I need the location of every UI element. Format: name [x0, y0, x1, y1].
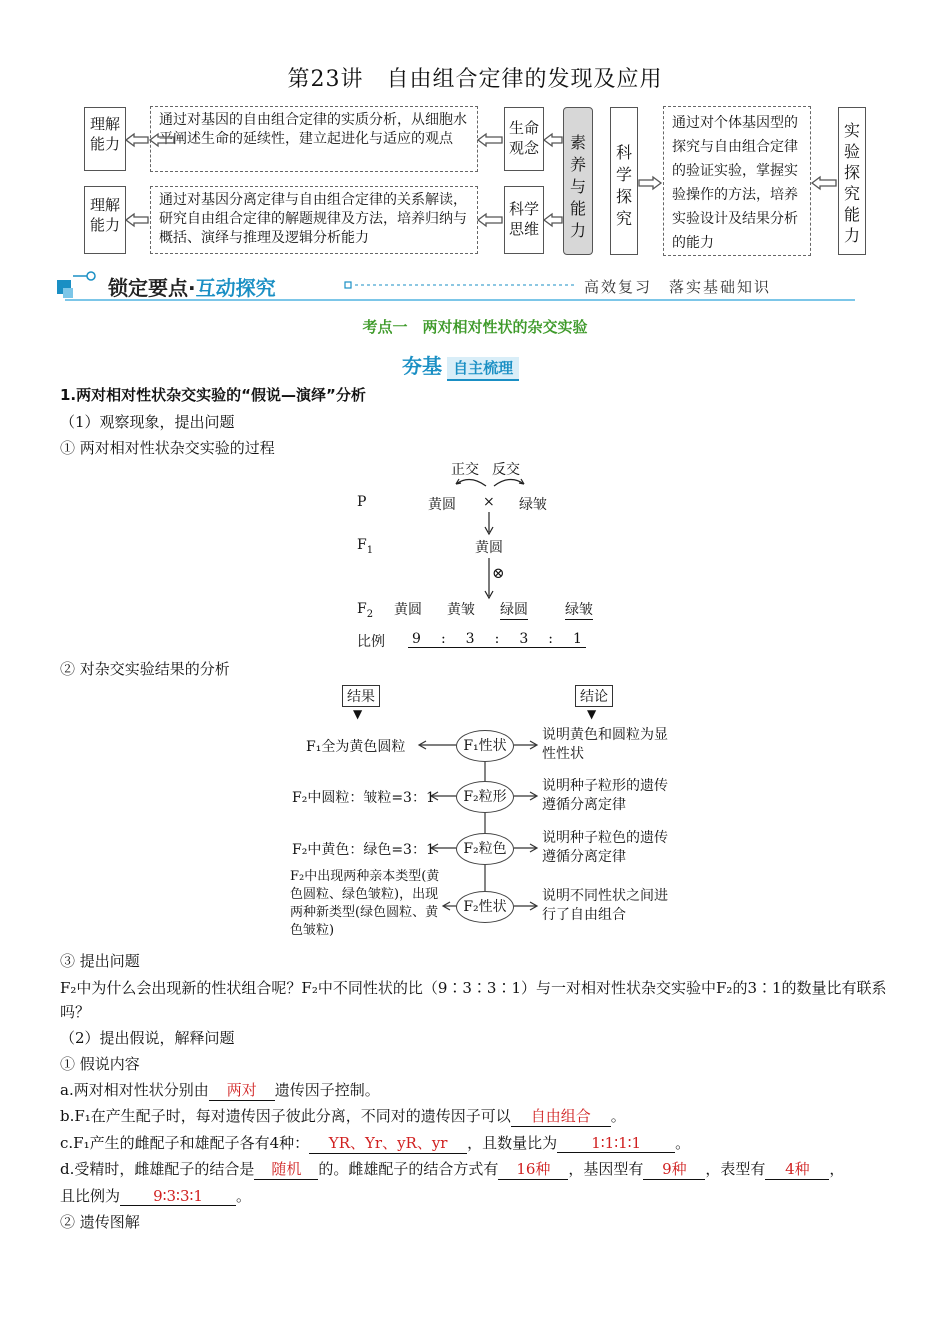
row2-text: 通过对基因分离定律与自由组合定律的关系解读，研究自由组合定律的解题规律及方法，培养归纳与概括、演绎与推理及逻辑分析能力 — [150, 186, 478, 254]
page-title: 第23讲 自由组合定律的发现及应用 — [287, 67, 663, 92]
zhengjiao-label: 正交 — [451, 462, 479, 478]
row2-left-label: 理解能力 — [84, 186, 126, 254]
blank-c1: YR、Yr、yR、yr — [309, 1132, 467, 1154]
ratio-label: 比例 — [357, 634, 385, 650]
f2-phenotype-1: 黄圆 — [394, 602, 422, 618]
subsection-heading — [402, 350, 519, 379]
science-label: 科学探究 — [610, 107, 638, 255]
conclusion-4: 说明不同性状之间进行了自由组合 — [542, 888, 668, 923]
hypothesis-a: a.两对相对性状分别由 两对 遗传因子控制。 — [60, 1081, 380, 1099]
hypothesis-c: c.F₁产生的雌配子和雄配子各有4种： YR、Yr、yR、yr ，且数量比为 1∶1∶1∶1 。 — [60, 1134, 691, 1152]
banner-title-a: 锁定要点· — [108, 276, 196, 300]
conclusion-3: 说明种子粒色的遗传遵循分离定律 — [542, 830, 668, 865]
ratio-item: : — [494, 631, 500, 647]
p2: （2）提出假说，解释问题 — [60, 1029, 235, 1047]
conclusion-2: 说明种子粒形的遗传遵循分离定律 — [542, 778, 668, 813]
subsection-b: 自主梳理 — [447, 357, 519, 381]
row1-left-label: 理解能力 — [84, 107, 126, 171]
row1-text: 通过对基因的自由组合定律的实质分析，从细胞水平阐述生命的延续性，建立起进化与适应的观点 — [150, 106, 478, 172]
conclusion-label: 结论 — [575, 685, 613, 707]
selfing-symbol: ⊗ — [492, 564, 505, 582]
f2-label: $F_2$ — [357, 601, 374, 620]
result-2: F₂中圆粒：皱粒=3：1 — [292, 790, 435, 806]
blank-d3: 9种 — [643, 1158, 705, 1180]
p-label: P — [357, 494, 367, 510]
ratio-values — [408, 631, 586, 648]
f1-label: $F_1$ — [357, 537, 374, 556]
p1-3: ③ 提出问题 — [60, 952, 140, 970]
conclusion-1: 说明黄色和圆粒为显性性状 — [542, 727, 668, 762]
ratio-item: : — [548, 631, 553, 647]
p-right: 绿皱 — [519, 497, 547, 513]
oval-2: F₂粒形 — [456, 781, 514, 813]
p-left: 黄圆 — [428, 497, 456, 513]
blank-b: 自由组合 — [511, 1105, 611, 1127]
ratio-item: : — [440, 631, 446, 647]
f1-phenotype: 黄圆 — [475, 540, 503, 556]
p2-2: ② 遗传图解 — [60, 1213, 140, 1231]
p1-1: ① 两对相对性状杂交实验的过程 — [60, 439, 275, 457]
question-text: F₂中为什么会出现新的性状组合呢？F₂中不同性状的比（9∶3∶3∶1）与一对相对性状杂交实验中F₂的3∶1的数量比有联系吗？ — [60, 979, 887, 1021]
result-1: F₁全为黄色圆粒 — [306, 739, 406, 755]
row2-mid-label: 科学思维 — [504, 186, 544, 254]
f2-phenotype-2: 黄皱 — [447, 602, 475, 618]
blank-a: 两对 — [209, 1079, 275, 1101]
generation-arrows — [482, 510, 496, 604]
result-4: F₂中出现两种亲本类型(黄色圆粒、绿色皱粒)，出现两种新类型(绿色圆粒、黄色皱粒) — [290, 869, 440, 938]
f2-phenotype-3: 绿圆 — [500, 599, 528, 620]
fanjiao-label: 反交 — [492, 462, 520, 478]
down-marker-left: ▼ — [353, 707, 363, 721]
banner-subtitle: 高效复习 落实基础知识 — [584, 278, 772, 296]
blank-d4: 4种 — [765, 1158, 829, 1180]
blank-c2: 1∶1∶1∶1 — [557, 1134, 675, 1153]
right-label: 实验探究能力 — [838, 107, 866, 255]
section-heading: 考点一 两对相对性状的杂交实验 — [362, 318, 588, 336]
hypothesis-b: b.F₁在产生配子时，每对遗传因子彼此分离，不同对的遗传因子可以 自由组合 。 — [60, 1107, 626, 1125]
reciprocal-arrows — [440, 472, 540, 492]
subsection-a: 夯基 — [402, 354, 442, 378]
center-label: 素养与能力 — [563, 107, 593, 255]
blank-d1: 随机 — [254, 1158, 318, 1180]
right-text: 通过对个体基因型的探究与自由组合定律的验证实验，掌握实验操作的方法，培养实验设计及结果分析的能力 — [663, 106, 811, 256]
result-3: F₂中黄色：绿色=3：1 — [292, 842, 435, 858]
ratio-item: 1 — [573, 631, 582, 647]
oval-4: F₂性状 — [456, 891, 514, 923]
down-marker-right: ▼ — [587, 707, 597, 721]
ratio-item: 3 — [465, 631, 475, 647]
ratio-item: 9 — [412, 631, 421, 647]
result-label: 结果 — [342, 685, 380, 707]
f2-phenotype-4: 绿皱 — [565, 599, 593, 620]
blank-e: 9∶3∶3∶1 — [120, 1187, 236, 1206]
hypothesis-d: d.受精时，雌雄配子的结合是 随机 的。雌雄配子的结合方式有 16种 ，基因型有 9种 ，表型有 4种 ， — [60, 1160, 845, 1178]
p1-2: ② 对杂交实验结果的分析 — [60, 660, 230, 678]
p2-1: ① 假说内容 — [60, 1055, 140, 1073]
ratio-item: 3 — [519, 631, 529, 647]
row1-mid-label: 生命观念 — [504, 107, 544, 171]
hypothesis-e: 且比例为 9∶3∶3∶1 。 — [60, 1187, 252, 1205]
oval-3: F₂粒色 — [456, 833, 514, 865]
cross-symbol: × — [483, 494, 495, 510]
oval-1: F₁性状 — [456, 730, 514, 762]
p1: （1）观察现象，提出问题 — [60, 413, 235, 431]
objective-arrows — [0, 0, 950, 270]
banner-title-b: 互动探究 — [195, 276, 276, 300]
blank-d2: 16种 — [498, 1158, 568, 1180]
item1-title: 1.两对相对性状杂交实验的“假说—演绎”分析 — [60, 386, 366, 404]
